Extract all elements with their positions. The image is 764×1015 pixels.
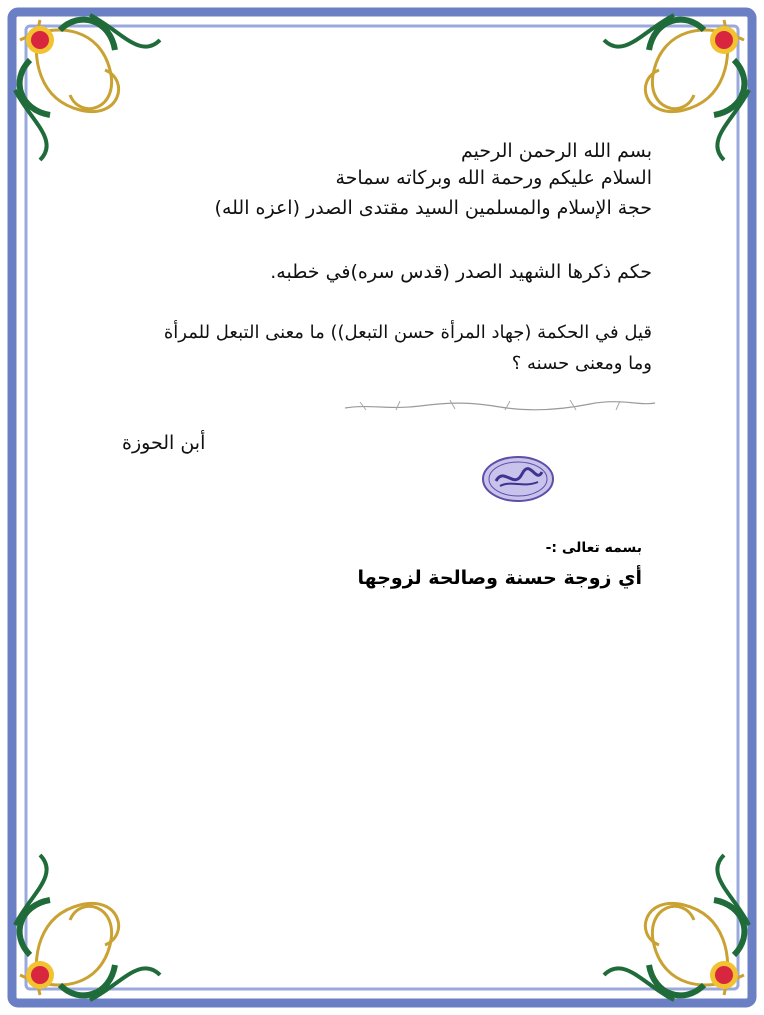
corner-ornament-top-left bbox=[15, 15, 160, 160]
letter-line-topic: حكم ذكرها الشهيد الصدر (قدس سره)في خطبه. bbox=[270, 261, 652, 283]
letter-line-question-cont: وما ومعنى حسنه ؟ bbox=[511, 353, 652, 374]
reply-heading: بسمه تعالى :- bbox=[545, 540, 642, 556]
handwritten-note bbox=[340, 394, 660, 416]
letter-line-question: قيل في الحكمة (جهاد المرأة حسن التبعل)) ما معنى التبعل للمرأة bbox=[163, 322, 652, 343]
reply-answer: أي زوجة حسنة وصالحة لزوجها bbox=[357, 567, 642, 589]
signature: أبن الحوزة bbox=[122, 432, 206, 454]
corner-ornament-bottom-left bbox=[15, 855, 160, 1000]
letter-line-addressee: حجة الإسلام والمسلمين السيد مقتدى الصدر (اعزه الله) bbox=[214, 197, 652, 219]
corner-ornament-top-right bbox=[604, 15, 749, 160]
corner-ornament-bottom-right bbox=[604, 855, 749, 1000]
letter-line-greeting: السلام عليكم ورحمة الله وبركاته سماحة bbox=[335, 167, 652, 189]
seal-stamp bbox=[480, 454, 556, 504]
letter-line-basmala: بسم الله الرحمن الرحيم bbox=[461, 140, 652, 162]
